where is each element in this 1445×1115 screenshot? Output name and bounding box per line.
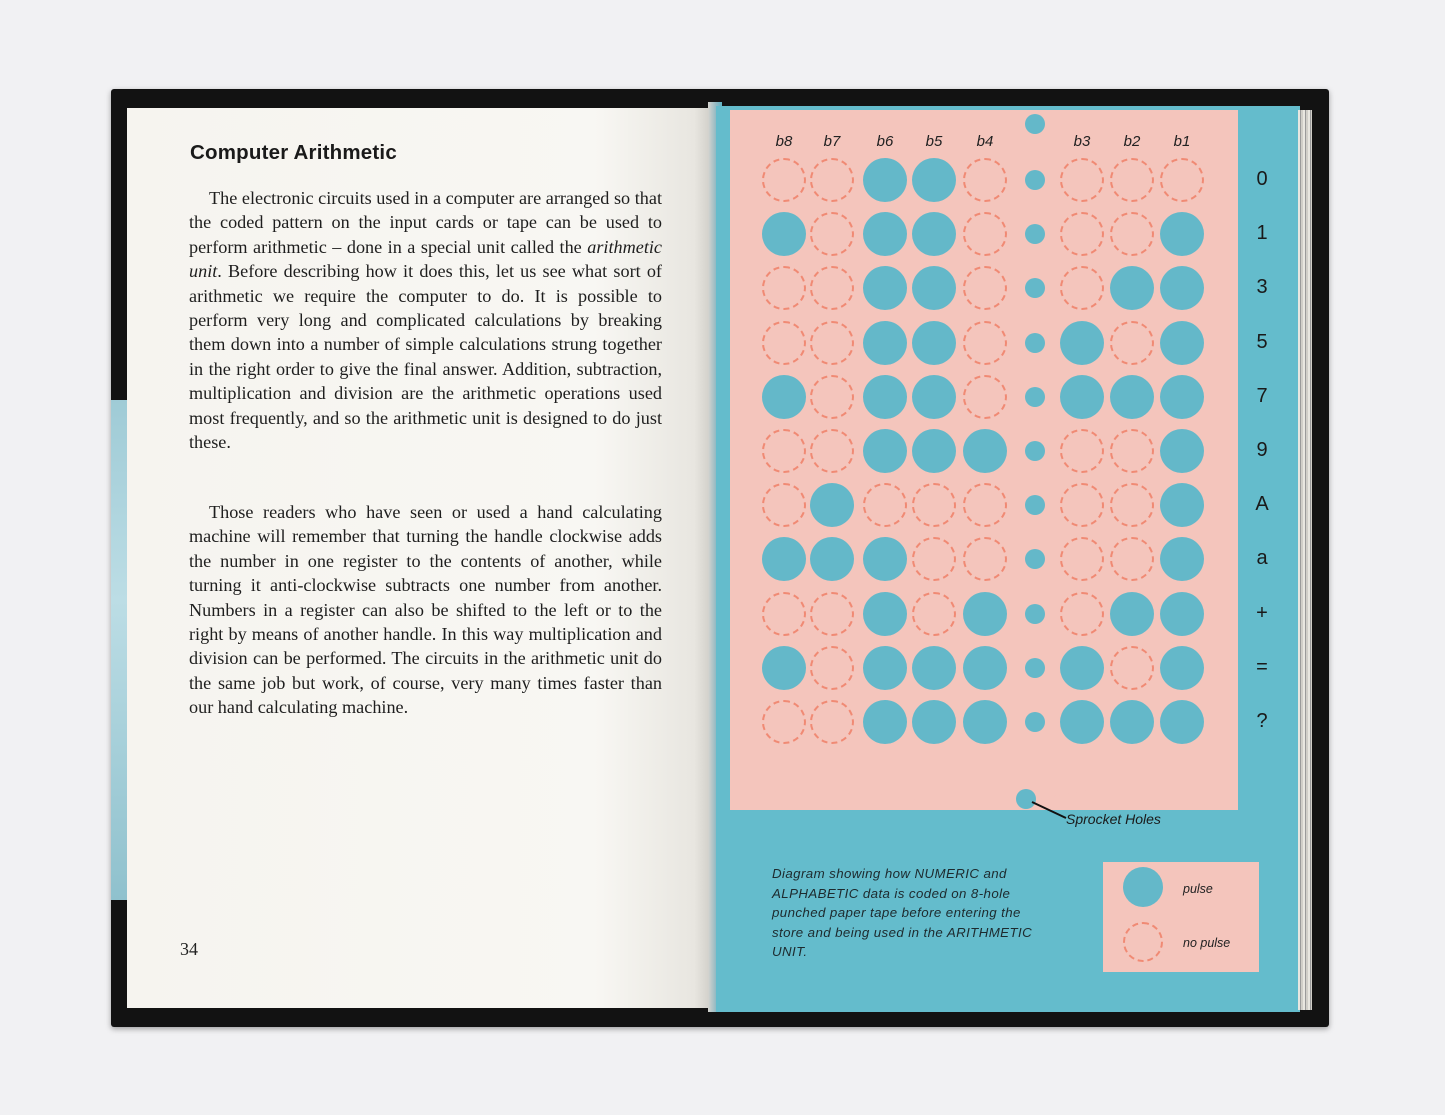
no-pulse-hole-b2 (1110, 158, 1154, 202)
no-pulse-hole-b2 (1110, 646, 1154, 690)
paragraph-1-italic-term: arithmetic unit (189, 236, 662, 282)
no-pulse-hole-b7 (810, 375, 854, 419)
no-pulse-hole-b2 (1110, 212, 1154, 256)
no-pulse-hole-b3 (1060, 158, 1104, 202)
sprocket-pointer-line (1030, 800, 1070, 822)
character-label-1: 1 (1256, 222, 1268, 245)
character-label-7: a (1256, 547, 1268, 570)
no-pulse-hole-b3 (1060, 483, 1104, 527)
no-pulse-legend-icon (1123, 922, 1163, 962)
pulse-hole-b8 (762, 646, 806, 690)
pulse-hole-b1 (1160, 321, 1204, 365)
paragraph-1 (189, 186, 662, 454)
no-pulse-hole-b4 (963, 212, 1007, 256)
pulse-hole-b1 (1160, 700, 1204, 744)
bit-header-b4: b4 (976, 133, 994, 150)
pulse-hole-b5 (912, 646, 956, 690)
no-pulse-hole-b7 (810, 646, 854, 690)
paragraph-2: Those readers who have seen or used a hand calculating machine will remember that turning the handle clockwise adds the number in one register to the contents of another, while turning it anti-clockwise subtracts one number from another. Numbers in a register can also be shifted to the left or to the right by means of another handle. In this way multiplication and division can be performed. The circuits in the arithmetic unit do the same job but work, of course, very many times faster than our hand calculating machine. (189, 502, 662, 718)
pulse-hole-b4 (963, 429, 1007, 473)
pulse-hole-b4 (963, 592, 1007, 636)
bit-header-b5: b5 (925, 133, 943, 150)
bit-header-b2: b2 (1123, 133, 1141, 150)
pulse-hole-b6 (863, 429, 907, 473)
no-pulse-hole-b5 (912, 483, 956, 527)
character-label-6: A (1255, 493, 1269, 516)
pulse-hole-b6 (863, 212, 907, 256)
character-label-10: ? (1256, 710, 1268, 732)
no-pulse-hole-b2 (1110, 429, 1154, 473)
no-pulse-hole-b7 (810, 321, 854, 365)
character-label-0: 0 (1256, 168, 1268, 190)
bit-header-b7: b7 (823, 133, 841, 150)
pulse-hole-b6 (863, 158, 907, 202)
no-pulse-hole-b8 (762, 158, 806, 202)
paragraph-1-text-b: . Before describing how it does this, let us see what sort of arithmetic we require the computer to do. It is possible to perform very long and complicated calculations by breaking them down into a number of simple calculations strung together in the right order to give the final answer. Addition, subtraction, multiplication and division are the arithmetic operations used most frequently, and so the arithmetic unit is designed to do just these. (189, 261, 662, 453)
character-label-2: 3 (1256, 276, 1268, 299)
pulse-hole-b4 (963, 700, 1007, 744)
pulse-hole-b7 (810, 483, 854, 527)
no-pulse-hole-b8 (762, 700, 806, 744)
sprocket-hole (1025, 604, 1045, 624)
pulse-hole-b2 (1110, 375, 1154, 419)
no-pulse-hole-b7 (810, 158, 854, 202)
character-label-8: + (1256, 601, 1268, 624)
no-pulse-hole-b4 (963, 321, 1007, 365)
no-pulse-hole-b4 (963, 483, 1007, 527)
paragraph-1-text-a: The electronic circuits used in a computer are arranged so that the coded pattern on the input cards or tape can be used to perform arithmetic – done in a special unit called the (189, 188, 662, 257)
no-pulse-hole-b8 (762, 483, 806, 527)
character-label-5: 9 (1256, 439, 1268, 461)
no-pulse-legend-label: no pulse (1183, 936, 1231, 950)
pulse-hole-b8 (762, 212, 806, 256)
no-pulse-hole-b3 (1060, 429, 1104, 473)
pulse-hole-b1 (1160, 483, 1204, 527)
page-title: Computer Arithmetic (190, 141, 397, 164)
pulse-hole-b5 (912, 158, 956, 202)
pulse-hole-b3 (1060, 321, 1104, 365)
pulse-hole-b5 (912, 429, 956, 473)
no-pulse-hole-b6 (863, 483, 907, 527)
pulse-legend-icon (1123, 867, 1163, 907)
pulse-hole-b5 (912, 321, 956, 365)
pulse-hole-b8 (762, 375, 806, 419)
sprocket-hole (1025, 333, 1045, 353)
pulse-hole-b6 (863, 592, 907, 636)
no-pulse-hole-b8 (762, 321, 806, 365)
pulse-hole-b2 (1110, 700, 1154, 744)
pulse-hole-b3 (1060, 646, 1104, 690)
no-pulse-hole-b7 (810, 429, 854, 473)
pulse-hole-b1 (1160, 429, 1204, 473)
paper-tape-torn-edge (730, 780, 1238, 840)
legend (1103, 862, 1259, 972)
no-pulse-hole-b8 (762, 592, 806, 636)
bit-header-b8: b8 (775, 133, 793, 150)
no-pulse-hole-b8 (762, 429, 806, 473)
character-label-9: = (1256, 655, 1268, 678)
pulse-hole-b5 (912, 375, 956, 419)
pulse-hole-b1 (1160, 375, 1204, 419)
pulse-hole-b2 (1110, 592, 1154, 636)
page-edges (1298, 110, 1312, 1010)
sprocket-hole (1025, 441, 1045, 461)
no-pulse-hole-b3 (1060, 212, 1104, 256)
bit-header-b3: b3 (1073, 133, 1091, 150)
pulse-hole-b5 (912, 700, 956, 744)
no-pulse-hole-b3 (1060, 592, 1104, 636)
pulse-hole-b6 (863, 375, 907, 419)
sprocket-holes-label: Sprocket Holes (1066, 811, 1161, 827)
pulse-hole-b6 (863, 646, 907, 690)
sprocket-hole (1025, 387, 1045, 407)
pulse-hole-b1 (1160, 592, 1204, 636)
pulse-hole-b1 (1160, 646, 1204, 690)
pulse-hole-b6 (863, 700, 907, 744)
sprocket-hole (1025, 712, 1045, 732)
no-pulse-hole-b4 (963, 158, 1007, 202)
sprocket-hole (1025, 658, 1045, 678)
pulse-hole-b1 (1160, 212, 1204, 256)
no-pulse-hole-b2 (1110, 321, 1154, 365)
no-pulse-hole-b4 (963, 375, 1007, 419)
pulse-hole-b5 (912, 212, 956, 256)
diagram-caption: Diagram showing how NUMERIC and ALPHABETIC data is coded on 8-hole punched paper tape before entering the store and being used in the ARITHMETIC UNIT. (772, 866, 1033, 959)
no-pulse-hole-b5 (912, 592, 956, 636)
pulse-hole-b3 (1060, 700, 1104, 744)
bit-header-b1: b1 (1173, 133, 1191, 150)
no-pulse-hole-b1 (1160, 158, 1204, 202)
no-pulse-hole-b7 (810, 700, 854, 744)
sprocket-hole (1025, 170, 1045, 190)
pulse-hole-b3 (1060, 375, 1104, 419)
pulse-legend-label: pulse (1183, 882, 1213, 896)
character-label-4: 7 (1256, 384, 1268, 407)
bit-header-b6: b6 (876, 133, 894, 150)
no-pulse-hole-b7 (810, 592, 854, 636)
no-pulse-hole-b2 (1110, 483, 1154, 527)
sprocket-hole (1025, 114, 1045, 134)
no-pulse-hole-b7 (810, 212, 854, 256)
page-number: 34 (180, 939, 198, 959)
pulse-hole-b6 (863, 321, 907, 365)
character-label-3: 5 (1256, 330, 1268, 353)
pulse-hole-b4 (963, 646, 1007, 690)
